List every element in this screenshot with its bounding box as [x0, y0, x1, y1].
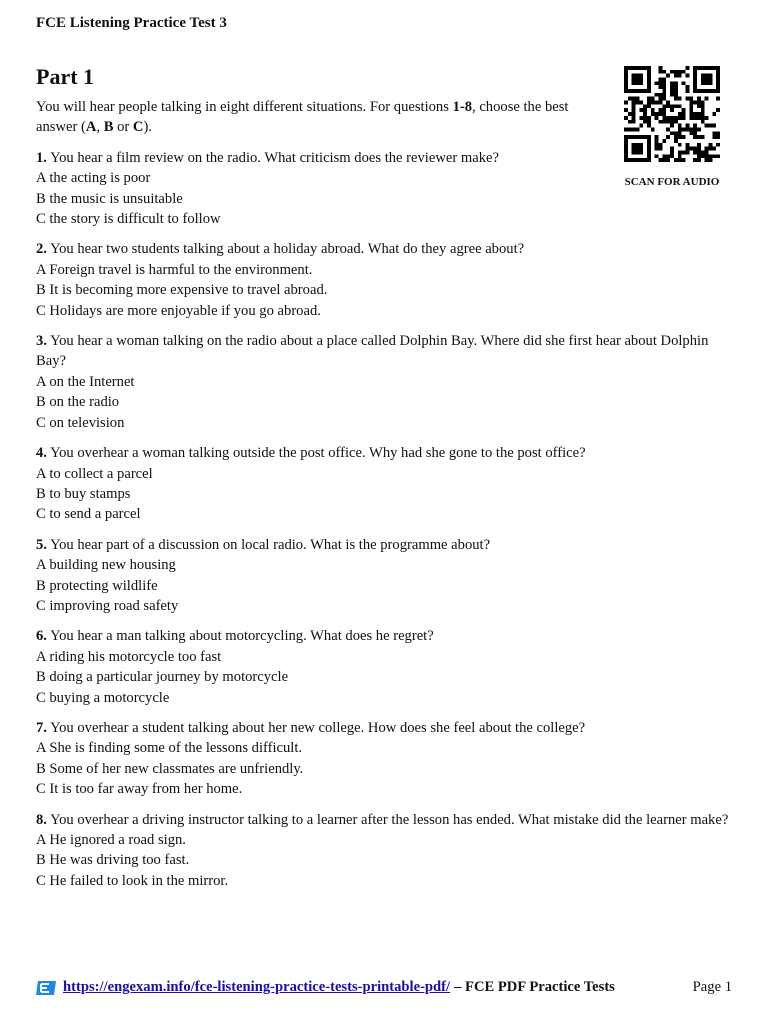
question-list [36, 148, 736, 891]
instructions-segment: ). [143, 119, 152, 136]
instructions-segment: or [113, 119, 133, 136]
answer-option-b: B It is becoming more expensive to travel abroad. [36, 282, 328, 299]
footer-suffix: – FCE PDF Practice Tests [454, 979, 615, 995]
answer-option-c: C It is too far away from her home. [36, 781, 243, 798]
answer-option-a: A on the Internet [36, 373, 135, 390]
answer-option-c: C improving road safety [36, 597, 179, 614]
question-1 [36, 148, 736, 230]
answer-option-c: C the story is difficult to follow [36, 211, 221, 228]
question-2 [36, 239, 736, 321]
answer-option-c: C He failed to look in the mirror. [36, 872, 229, 889]
instructions-segment: B [103, 119, 114, 136]
question-stem [36, 626, 736, 646]
question-number: 8. [36, 811, 47, 828]
answer-option-b: B He was driving too fast. [36, 852, 190, 869]
qr-caption: SCAN FOR AUDIO [624, 176, 720, 188]
answer-option-a: A to collect a parcel [36, 465, 153, 482]
answer-option-b: B the music is unsuitable [36, 190, 183, 207]
question-stem [36, 331, 736, 372]
instructions-segment: A [85, 119, 97, 136]
question-stem [36, 443, 736, 463]
question-text: You overhear a driving instructor talking to a learner after the lesson has ended. What mistake did the learner make? [50, 811, 729, 828]
question-number: 2. [36, 241, 47, 258]
question-number: 4. [36, 445, 47, 462]
answer-option-c: C to send a parcel [36, 506, 141, 523]
footer [36, 979, 732, 996]
question-text: You overhear a student talking about her new college. How does she feel about the college? [50, 719, 586, 736]
question-text: You hear part of a discussion on local radio. What is the programme about? [50, 536, 491, 553]
question-stem [36, 535, 736, 555]
question-8 [36, 810, 736, 892]
question-4 [36, 443, 736, 525]
answer-option-b: B on the radio [36, 394, 120, 411]
answer-option-b: B doing a particular journey by motorcycle [36, 669, 289, 686]
answer-option-a: A She is finding some of the lessons difficult. [36, 740, 303, 757]
answer-option-a: A the acting is poor [36, 170, 151, 187]
question-stem [36, 718, 736, 738]
question-3 [36, 331, 736, 433]
answer-option-a: A riding his motorcycle too fast [36, 648, 222, 665]
instructions [36, 97, 596, 138]
question-text: You overhear a woman talking outside the post office. Why had she gone to the post office? [50, 445, 586, 462]
question-number: 3. [36, 333, 47, 350]
answer-option-a: A He ignored a road sign. [36, 832, 186, 848]
main-content [36, 97, 736, 901]
question-text: You hear a film review on the radio. What criticism does the reviewer make? [50, 149, 499, 166]
instructions-segment: 1-8 [452, 99, 473, 115]
answer-option-b: B to buy stamps [36, 485, 131, 502]
footer-link[interactable]: https://engexam.info/fce-listening-practice-tests-printable-pdf/ [63, 979, 451, 995]
answer-option-a: A Foreign travel is harmful to the environment. [36, 261, 313, 278]
question-stem [36, 148, 736, 168]
question-number: 7. [36, 719, 47, 736]
answer-option-c: C on television [36, 414, 125, 431]
page-number: Page 1 [692, 979, 732, 995]
question-stem [36, 810, 736, 830]
answer-option-c: C Holidays are more enjoyable if you go abroad. [36, 302, 321, 319]
document-title: FCE Listening Practice Test 3 [36, 15, 227, 31]
answer-option-c: C buying a motorcycle [36, 689, 170, 706]
instructions-segment: , [96, 119, 104, 136]
question-number: 5. [36, 536, 47, 553]
instructions-segment: , choose the best answer ( [36, 99, 569, 136]
question-text: You hear a woman talking on the radio about a place called Dolphin Bay. Where did she first hear about Dolphin Bay? [36, 333, 709, 370]
answer-option-b: B Some of her new classmates are unfriendly. [36, 760, 304, 777]
instructions-segment: You will hear people talking in eight different situations. For questions [36, 99, 453, 115]
question-6 [36, 626, 736, 708]
engexam-logo-icon [36, 980, 58, 996]
instructions-segment: C [132, 119, 144, 136]
question-number: 6. [36, 628, 47, 645]
part-title: Part 1 [36, 64, 95, 89]
question-5 [36, 535, 736, 617]
question-stem [36, 239, 736, 259]
answer-option-a: A building new housing [36, 557, 176, 574]
question-number: 1. [36, 149, 47, 166]
question-text: You hear two students talking about a holiday abroad. What do they agree about? [50, 241, 525, 258]
answer-option-b: B protecting wildlife [36, 577, 158, 594]
question-7 [36, 718, 736, 800]
question-text: You hear a man talking about motorcycling. What does he regret? [50, 628, 434, 645]
